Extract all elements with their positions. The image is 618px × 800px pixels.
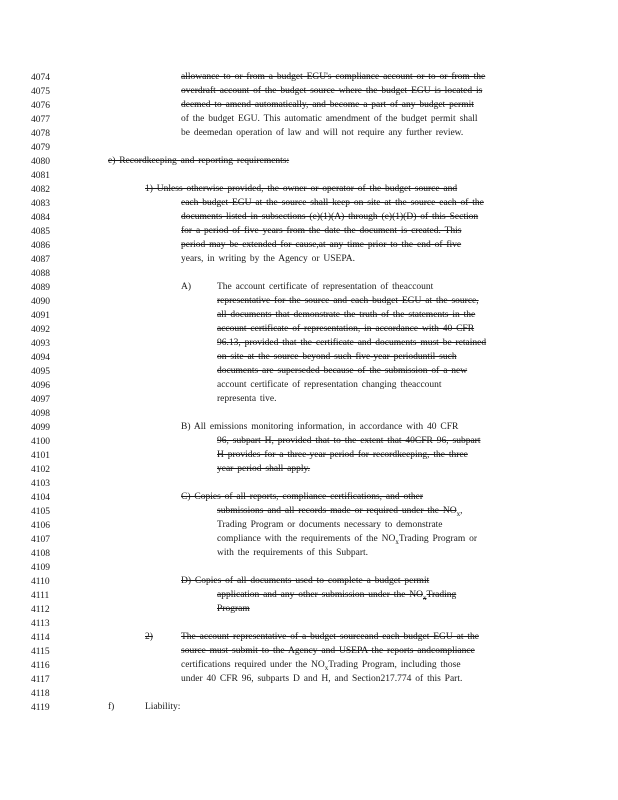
text-line: under 40 CFR 96, subparts D and H, and Section217.774 of this Part. [181, 674, 463, 684]
line-number: 4118 [31, 689, 50, 699]
text-run: Trading [426, 590, 457, 600]
text-run: compliance with the requirements of the NO [217, 534, 396, 544]
text-line: all documents that demonstrate the truth of the statements in the [217, 310, 476, 320]
line-number: 4097 [31, 395, 50, 405]
line-number: 4088 [31, 269, 50, 279]
text-line [217, 506, 462, 520]
text-line: account certificate of representation changing theaccount [217, 380, 442, 390]
text-line: D) Copies of all documents used to complete a budget permit [181, 576, 430, 586]
line-number: 4075 [31, 87, 50, 97]
item-label-a: A) [181, 282, 192, 292]
line-number: 4115 [31, 647, 50, 657]
line-number: 4100 [31, 437, 50, 447]
text-line: overdraft account of the budget source where the budget EGU is located is [181, 86, 483, 96]
text-line: years, in writing by the Agency or USEPA. [181, 254, 356, 264]
line-number: 4104 [31, 493, 50, 503]
line-number: 4106 [31, 521, 50, 531]
subscript: x [456, 509, 461, 518]
line-number: 4093 [31, 339, 50, 349]
item-label-2: 2) [145, 632, 153, 642]
line-number: 4077 [31, 115, 50, 125]
line-number: 4110 [31, 577, 50, 587]
text-line: Program [217, 604, 250, 614]
text-run: Trading Program, including those [328, 660, 461, 670]
line-number: 4084 [31, 213, 50, 223]
text-line: representa tive. [217, 394, 277, 404]
text-line: documents are superseded because of the submission of a new [217, 366, 468, 376]
line-number: 4094 [31, 353, 50, 363]
text-line: 1) Unless otherwise provided, the owner or operator of the budget source and [145, 184, 458, 194]
line-number: 4081 [31, 171, 50, 181]
line-number: 4086 [31, 241, 50, 251]
line-number: 4105 [31, 507, 50, 517]
line-number: 4083 [31, 199, 50, 209]
text-line: source must submit to the Agency and USEPA the reports andcompliance [181, 646, 475, 656]
text-line [217, 590, 456, 604]
text-line [181, 660, 461, 674]
text-line: year period shall apply. [217, 464, 311, 474]
line-number: 4113 [31, 619, 50, 629]
line-number: 4116 [31, 661, 50, 671]
line-number: 4095 [31, 367, 50, 377]
text-line: of the budget EGU. This automatic amendment of the budget permit shall [181, 114, 478, 124]
text-line: The account representative of a budget sourceand each budget EGU at the [181, 632, 479, 642]
line-number: 4090 [31, 297, 50, 307]
text-run: application and any other submission under the NO [217, 590, 424, 600]
text-line: with the requirements of this Subpart. [217, 548, 369, 558]
line-number: 4109 [31, 563, 50, 573]
text-line: The account certificate of representation of theaccount [217, 282, 434, 292]
text-line: deemed to amend automatically, and become a part of any budget permit [181, 100, 474, 110]
line-number: 4102 [31, 465, 50, 475]
text-line: each budget EGU at the source shall keep on site at the source each of the [181, 198, 484, 208]
subscript: x [423, 593, 427, 602]
text-line: be deemedan operation of law and will not require any further review. [181, 128, 464, 138]
text-line: B) All emissions monitoring information, in accordance with 40 CFR [181, 422, 459, 432]
text-line: on site at the source beyond such five-year perioduntil such [217, 352, 457, 362]
subscript: x [324, 663, 329, 672]
text-line: documents listed in subsections (e)(1)(A) through (e)(1)(D) of this Section [181, 212, 479, 222]
line-number: 4112 [31, 605, 50, 615]
line-number: 4082 [31, 185, 50, 195]
text-line [217, 534, 477, 548]
line-number: 4111 [31, 591, 50, 601]
subscript: x [395, 537, 399, 546]
text-line: allowance to or from a budget EGU's compliance account or to or from the [181, 72, 486, 82]
line-number: 4091 [31, 311, 50, 321]
line-number: 4074 [31, 73, 50, 83]
line-number: 4076 [31, 101, 50, 111]
text-line: for a period of five years from the date the document is created. This [181, 226, 462, 236]
text-line: 96, subpart H, provided that to the extent that 40CFR 96, subpart [217, 436, 481, 446]
line-number: 4087 [31, 255, 50, 265]
line-number: 4117 [31, 675, 50, 685]
line-number: 4099 [31, 423, 50, 433]
text-line: period may be extended for cause,at any time prior to the end of five [181, 240, 462, 250]
line-number: 4119 [31, 703, 50, 713]
text-line: Trading Program or documents necessary to demonstrate [217, 520, 443, 530]
line-number: 4078 [31, 129, 50, 139]
line-number: 4107 [31, 535, 50, 545]
line-number: 4092 [31, 325, 50, 335]
text-run: Trading Program or [398, 534, 477, 544]
section-heading-e: e) Recordkeeping and reporting requirements: [108, 156, 290, 166]
text-line: representative for the source and each budget EGU at the source, [217, 296, 479, 306]
text-line: H provides for a three-year period for recordkeeping, the three [217, 450, 468, 460]
text-run: submissions and all records made or required under the NO [217, 506, 457, 516]
line-number: 4079 [31, 143, 50, 153]
line-number: 4089 [31, 283, 50, 293]
text-run: certifications required under the NO [181, 660, 325, 670]
line-number: 4080 [31, 157, 50, 167]
line-number: 4103 [31, 479, 50, 489]
line-number: 4096 [31, 381, 50, 391]
line-number: 4098 [31, 409, 50, 419]
line-number: 4101 [31, 451, 50, 461]
line-number: 4108 [31, 549, 50, 559]
line-number: 4085 [31, 227, 50, 237]
line-number: 4114 [31, 633, 50, 643]
section-heading-f: Liability: [145, 702, 181, 712]
text-line: 96.13, provided that the certificate and documents must be retained [217, 338, 487, 348]
text-line: C) Copies of all reports, compliance certifications, and other [181, 492, 424, 502]
item-label-f: f) [108, 702, 115, 712]
text-line: account certificate of representation, in accordance with 40 CFR [217, 324, 475, 334]
text-run: , [460, 506, 463, 516]
